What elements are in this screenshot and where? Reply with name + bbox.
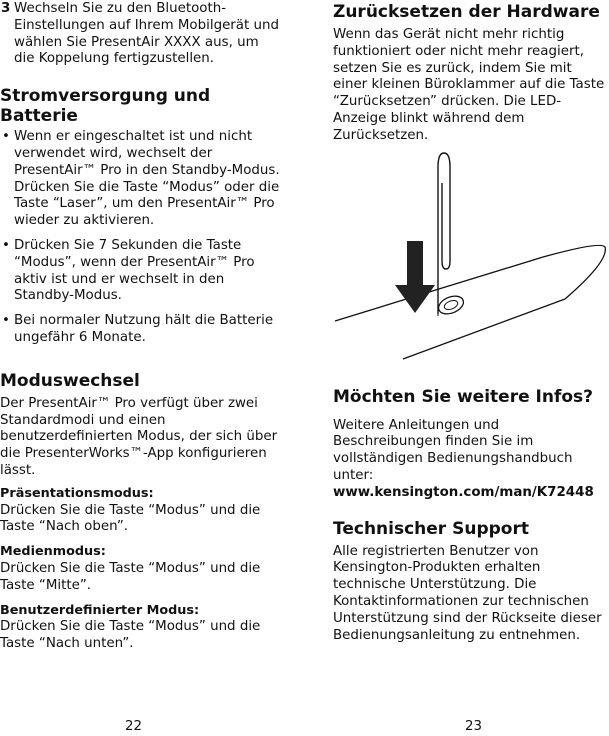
power-bullets: [0, 129, 282, 347]
mode-media-text: Drücken Sie die Taste “Modus” und die Taste “Mitte”.: [0, 560, 261, 593]
step-number: 3: [1, 1, 11, 16]
paperclip-reset-icon: [333, 149, 607, 379]
support-heading: Technischer Support: [333, 518, 529, 539]
mode-custom: [0, 603, 282, 653]
step-text: Wechseln Sie zu den Bluetooth-Einstellungen auf Ihrem Mobilgerät und wählen Sie PresentAir XXXX aus, um die Koppelung fertigzustellen.: [14, 1, 279, 67]
reset-heading: Zurücksetzen der Hardware: [333, 2, 600, 22]
power-bullet-3: • Bei normaler Nutzung hält die Batterie ungefähr 6 Monate.: [0, 313, 282, 347]
mode-media: [0, 544, 282, 594]
page-number-left: 22: [125, 719, 143, 734]
power-bullet-2: • Drücken Sie 7 Sekunden die Taste “Modus”, wenn der PresentAir™ Pro aktiv ist und er wechselt in den Standby-Modus.: [0, 238, 282, 305]
left-page: [0, 0, 282, 653]
manual-url-link[interactable]: www.kensington.com/man/K72448: [333, 484, 594, 500]
step-3: [0, 1, 282, 68]
mode-custom-name: Benutzerdefinierter Modus:: [0, 602, 200, 618]
mode-custom-text: Drücken Sie die Taste “Modus” und die Taste “Nach unten”.: [0, 619, 261, 652]
reset-illustration: [333, 149, 607, 379]
mode-heading: Moduswechsel: [0, 370, 140, 391]
reset-text: Wenn das Gerät nicht mehr richtig funktioniert oder nicht mehr reagiert, setzen Sie es zurück, indem Sie mit einer kleinen Büroklammer auf die Taste “Zurücksetzen” drücken. Die LED-Anzeige blinkt während dem Zurücksetzen.: [333, 27, 605, 143]
mode-presentation: [0, 486, 282, 536]
mode-intro: Der PresentAir™ Pro verfügt über zwei Standardmodi und einen benutzerdefinierten Modus, der sich über die PresenterWorks™-App konfigurieren lässt.: [0, 395, 278, 478]
mode-media-name: Medienmodus:: [0, 544, 106, 560]
support-text: Alle registrierten Benutzer von Kensington-Produkten erhalten technische Unterstützung. Die Kontaktinformationen zur technischen Unterstützung sind der Rückseite dieser Bedienungsanleitung zu entnehmen.: [333, 543, 602, 643]
power-bullet-1: • Wenn er eingeschaltet ist und nicht verwendet wird, wechselt der PresentAir™ Pro in den Standby-Modus. Drücken Sie die Taste “Modus” oder die Taste “Laser”, um den PresentAir™ Pro wieder zu aktivieren.: [0, 129, 282, 230]
mode-presentation-name: Präsentationsmodus:: [0, 485, 154, 501]
page-number-right: 23: [465, 719, 483, 734]
info-heading: Möchten Sie weitere Infos?: [333, 386, 594, 407]
info-text: Weitere Anleitungen und Beschreibungen finden Sie im vollständigen Bedienungshandbuch unter:: [333, 417, 573, 483]
right-page: [333, 0, 607, 644]
mode-presentation-text: Drücken Sie die Taste “Modus” und die Taste “Nach oben”.: [0, 502, 261, 535]
power-heading: Stromversorgung und Batterie: [0, 86, 211, 127]
